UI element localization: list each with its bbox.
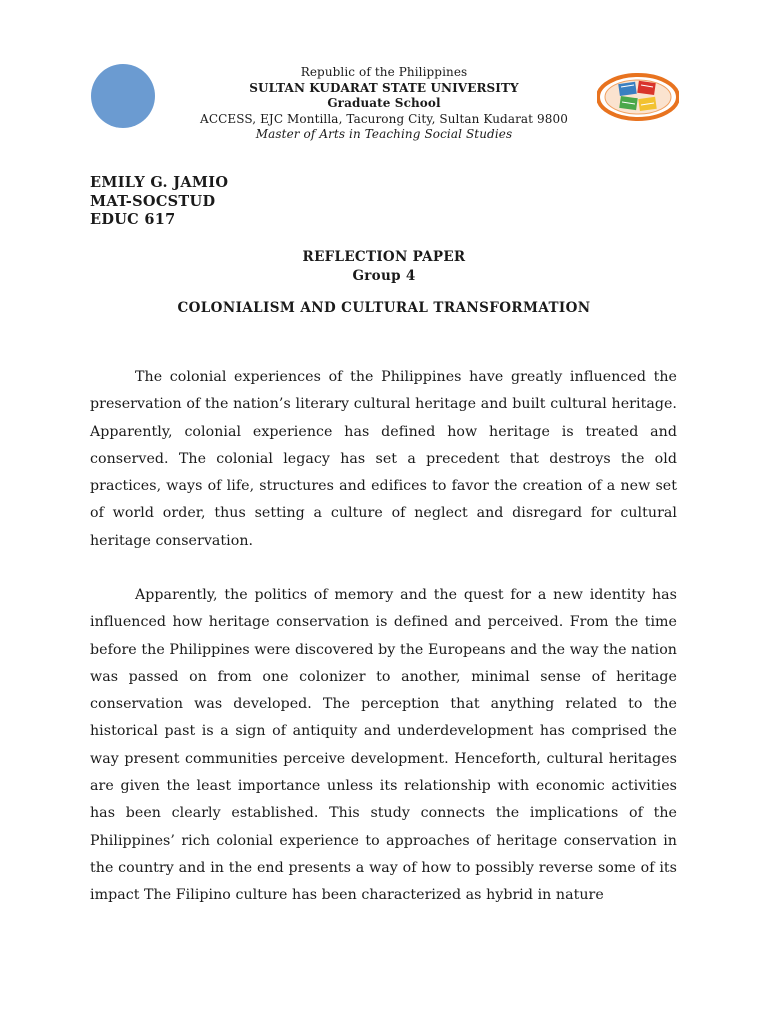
- university-seal-logo: [91, 64, 155, 128]
- author-name: EMILY G. JAMIO: [90, 174, 229, 191]
- republic-line: Republic of the Philippines: [300, 65, 468, 79]
- document-heading: [0, 248, 768, 285]
- letterhead: [160, 65, 608, 143]
- address-line: ACCESS, EJC Montilla, Tacurong City, Sultan Kudarat 9800: [200, 111, 568, 126]
- author-block: [90, 174, 228, 230]
- author-program: MAT-SOCSTUD: [90, 192, 216, 210]
- graduate-school-logo: [597, 72, 679, 122]
- body-paragraph-1: The colonial experiences of the Philippines have greatly influenced the preservation of the nation’s literary cultural heritage and built cultural heritage. Apparently, colonial experience has defined how heritage is treated and conserved. The colonial legacy has set a precedent that destroys the old practices, ways of life, structures and edifices to favor the creation of a new set of world order, thus setting a culture of neglect and disregard for cultural heritage conservation.: [90, 369, 677, 549]
- program-name: Master of Arts in Teaching Social Studies: [255, 127, 513, 141]
- paper-title: COLONIALISM AND CULTURAL TRANSFORMATION: [177, 300, 591, 316]
- group-label: Group 4: [352, 267, 416, 284]
- body-paragraph-2: Apparently, the politics of memory and the quest for a new identity has influenced how heritage conservation is defined and perceived. From the time before the Philippines were discovered by the Europeans and the way the nation was passed on from one colonizer to another, minimal sense of heritage conservation was developed. The perception that anything related to the historical past is a sign of antiquity and underdevelopment has comprised the way present communities perceive development. Henceforth, cultural heritages are given the least importance unless its relationship with economic activities has been clearly established. This study connects the implications of the Philippines’ rich colonial experience to approaches of heritage conservation in the country and in the end presents a way of how to possibly reverse some of its impact The Filipino culture has been characterized as hybrid in nature: [90, 587, 677, 904]
- course-code: EDUC 617: [90, 211, 176, 228]
- school-name: Graduate School: [327, 96, 441, 110]
- university-name: SULTAN KUDARAT STATE UNIVERSITY: [249, 80, 519, 95]
- document-type: REFLECTION PAPER: [302, 249, 466, 265]
